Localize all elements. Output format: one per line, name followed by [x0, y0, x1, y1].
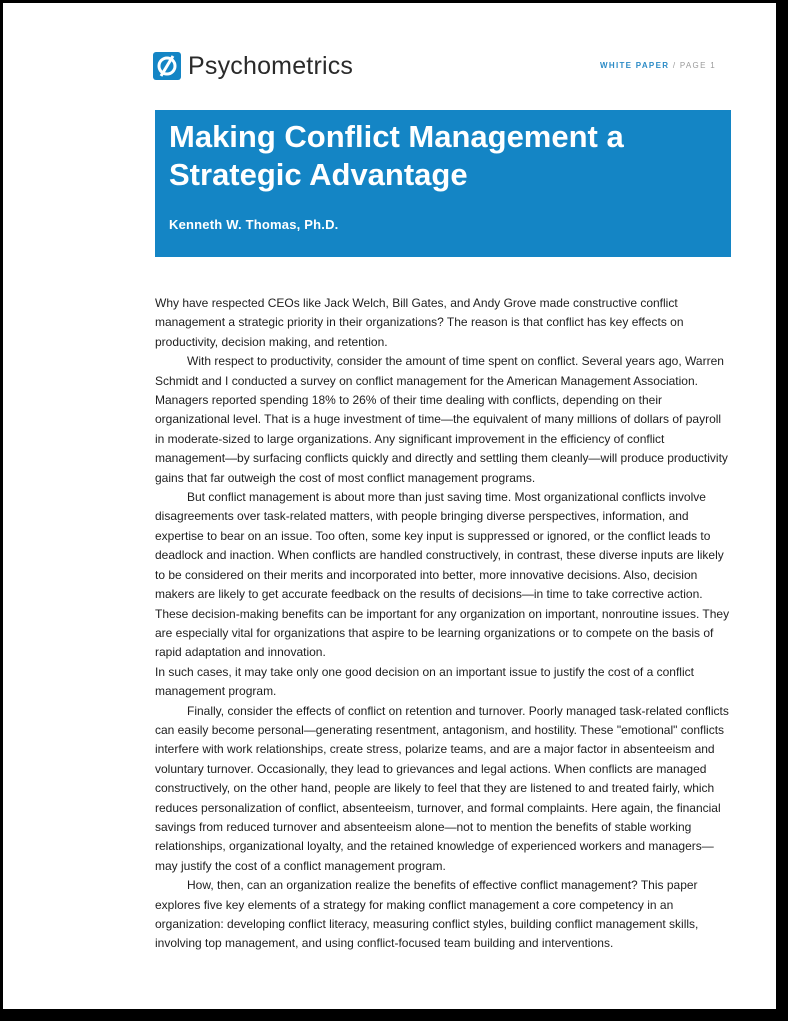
body-text [155, 294, 731, 954]
paragraph-1: Why have respected CEOs like Jack Welch, Bill Gates, and Andy Grove made constructive conflict management a strategic priority in their organizations? The reason is that conflict has key effects on productivity, decision making, and retention. [155, 296, 684, 349]
page-word: PAGE [679, 61, 707, 70]
doc-type-label: WHITE PAPER [600, 61, 670, 70]
paragraph-4: In such cases, it may take only one good decision on an important issue to justify the cost of a conflict management program. [155, 664, 694, 699]
header-separator: / [672, 61, 677, 70]
title-banner [155, 110, 731, 257]
title-line-2: Strategic Advantage [169, 157, 468, 192]
brand-name: Psychometrics [188, 51, 354, 80]
paragraph-6: How, then, can an organization realize the benefits of effective conflict management? This paper explores five key elements of a strategy for making conflict management a core competency in an organization: developing conflict literacy, measuring conflict styles, building conflict management skills, involving top management, and using conflict-focused team building and interventions. [155, 878, 699, 951]
page-header-label [600, 61, 716, 70]
brand-logo [153, 50, 353, 82]
paragraph-2: With respect to productivity, consider the amount of time spent on conflict. Several years ago, Warren Schmidt and I conducted a survey on conflict management for the American Management Association. Managers reported spending 18% to 26% of their time dealing with conflicts, depending on their organizational level. That is a huge investment of time—the equivalent of many millions of dollars of payroll in moderate-sized to large organizations. Any significant improvement in the efficiency of conflict management—by surfacing conflicts quickly and directly and settling them cleanly—will produce productivity gains that far outweigh the cost of most conflict management programs. [155, 354, 728, 485]
title-line-1: Making Conflict Management a [169, 119, 624, 154]
psychometrics-logo-icon [153, 52, 181, 80]
document-title [169, 118, 717, 194]
paragraph-5: Finally, consider the effects of conflict on retention and turnover. Poorly managed task-related conflicts can easily become personal—generating resentment, antagonism, and hostility. These "emotional" conflicts interfere with work relationships, create stress, polarize teams, and are a major factor in absenteeism and voluntary turnover. Occasionally, they lead to grievances and legal actions. When conflicts are managed constructively, on the other hand, people are likely to feel that they are listened to and treated fairly, which reduces personalization of conflict, absenteeism, turnover, and formal complaints. Here again, the financial savings from reduced turnover and absenteeism alone—not to mention the benefits of stable working relationships, organizational loyalty, and the retained knowledge of experienced workers and managers—may justify the cost of a conflict management program. [155, 703, 729, 873]
paragraph-3: But conflict management is about more than just saving time. Most organizational conflicts involve disagreements over task-related matters, with people bringing diverse perspectives, information, and expertise to bear on an issue. Too often, some key input is suppressed or ignored, or the conflict leads to deadlock and inaction. When conflicts are handled constructively, in contrast, these diverse inputs are likely to be considered on their merits and incorporated into better, more innovative decisions. Also, decision makers are likely to get accurate feedback on the results of decisions—in time to take corrective action. These decision-making benefits can be important for any organization on important, nonroutine issues. They are especially vital for organizations that aspire to be learning organizations or to compete on the basis of rapid adaptation and innovation. [155, 490, 730, 660]
page-number: 1 [710, 61, 716, 70]
author-name: Kenneth W. Thomas, Ph.D. [169, 217, 339, 232]
